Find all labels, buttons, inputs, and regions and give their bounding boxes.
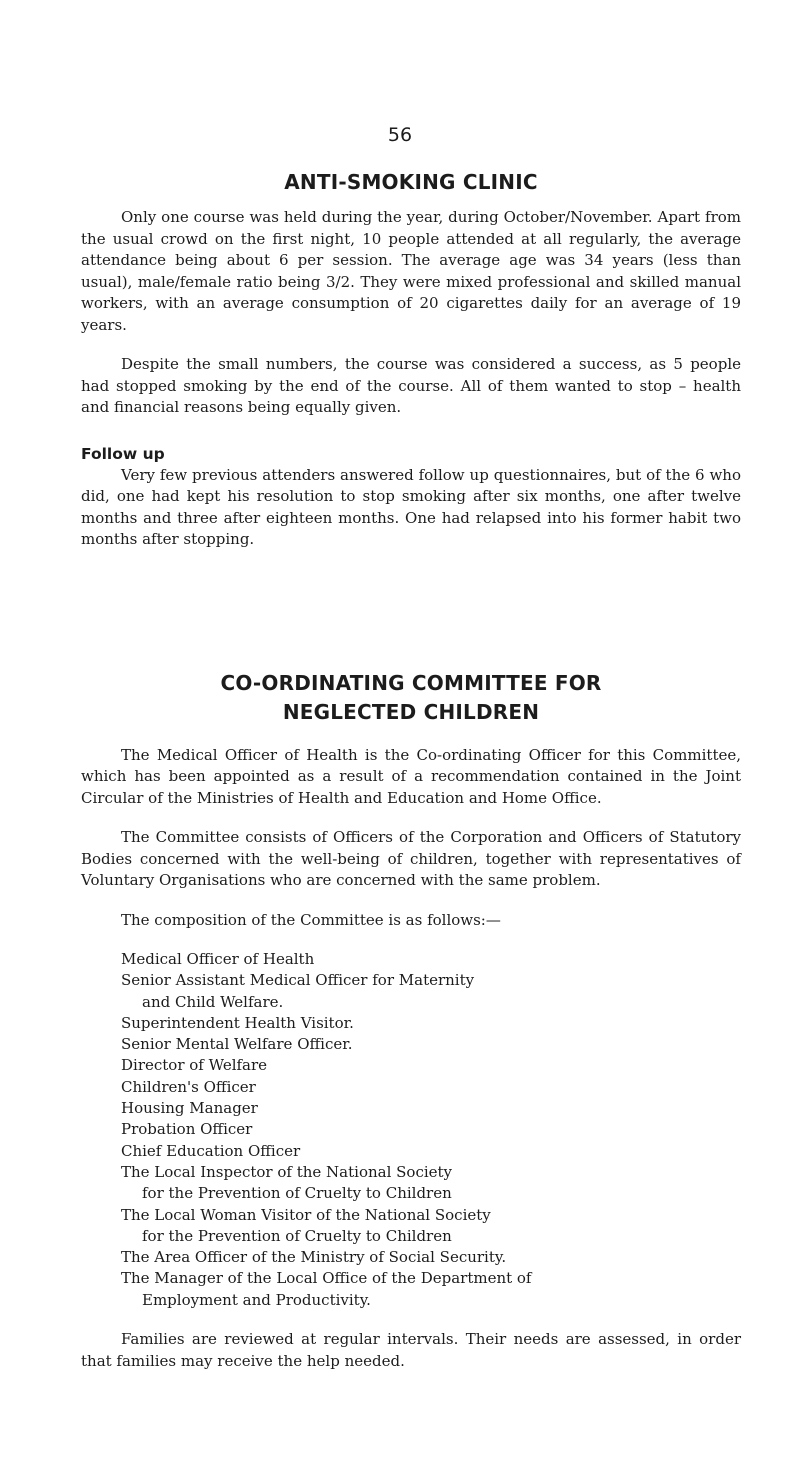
paragraph: The Medical Officer of Health is the Co-ordinating Officer for this Committee, which has been appointed as a result of a recommendation contained in the Joint Circular of the Ministries of Health and Education and Home Office. [81,745,741,807]
list-item: Chief Education Officer [121,1141,301,1160]
paragraph: Only one course was held during the year, during October/November. Apart from the usual crowd on the first night, 10 people attended at all regularly, the average attendance being about 6 per session. The average age was 34 years (less than usual), male/female ratio being 3/2. They were mixed professional and skilled manual workers, with an average consumption of 20 cigarettes daily for an average of 19 years. [81,208,741,334]
title-line: CO-ORDINATING COMMITTEE FOR [220,670,602,695]
section-title-committee [81,669,741,727]
list-item: Probation Officer [121,1120,253,1139]
list-item: The Manager of the Local Office of the Department of Employment and Productivity. [121,1269,532,1309]
list-item: Housing Manager [121,1099,258,1118]
committee-members-list [81,949,741,1311]
anti-smoking-section [81,168,741,551]
list-item: Superintendent Health Visitor. [121,1013,354,1032]
list-item: Director of Welfare [121,1056,268,1075]
committee-section [81,669,741,1373]
paragraph: Very few previous attenders answered follow up questionnaires, but of the 6 who did, one had kept his resolution to stop smoking after six months, one after twelve months and three after eighteen months. One had relapsed into his former habit two months after stopping. [81,465,741,548]
page-content [81,168,741,1372]
list-item: The Local Woman Visitor of the National Society for the Prevention of Cruelty to Children [121,1205,491,1245]
list-item: Children's Officer [121,1077,256,1096]
list-item: The Local Inspector of the National Society for the Prevention of Cruelty to Children [121,1162,453,1203]
list-item: The Area Officer of the Ministry of Social Security. [121,1248,507,1267]
page-number: 56 [387,124,413,146]
subheading-follow-up: Follow up [81,444,165,463]
list-item: Medical Officer of Health [121,950,315,968]
paragraph: Despite the small numbers, the course was considered a success, as 5 people had stopped smoking by the end of the course. All of them wanted to stop – health and financial reasons being equally given. [81,355,741,416]
list-item: Senior Assistant Medical Officer for Maternity and Child Welfare. [121,971,475,1011]
paragraph: Families are reviewed at regular intervals. Their needs are assessed, in order that families may receive the help needed. [81,1330,741,1370]
title-line: NEGLECTED CHILDREN [282,699,540,724]
list-item: Senior Mental Welfare Officer. [121,1035,353,1054]
section-title-anti-smoking: ANTI-SMOKING CLINIC [284,170,538,194]
paragraph: The composition of the Committee is as follows:— [121,910,501,929]
paragraph: The Committee consists of Officers of the Corporation and Officers of Statutory Bodies concerned with the well-being of children, together with representatives of Voluntary Organisations who are concerned with the same problem. [81,828,741,889]
